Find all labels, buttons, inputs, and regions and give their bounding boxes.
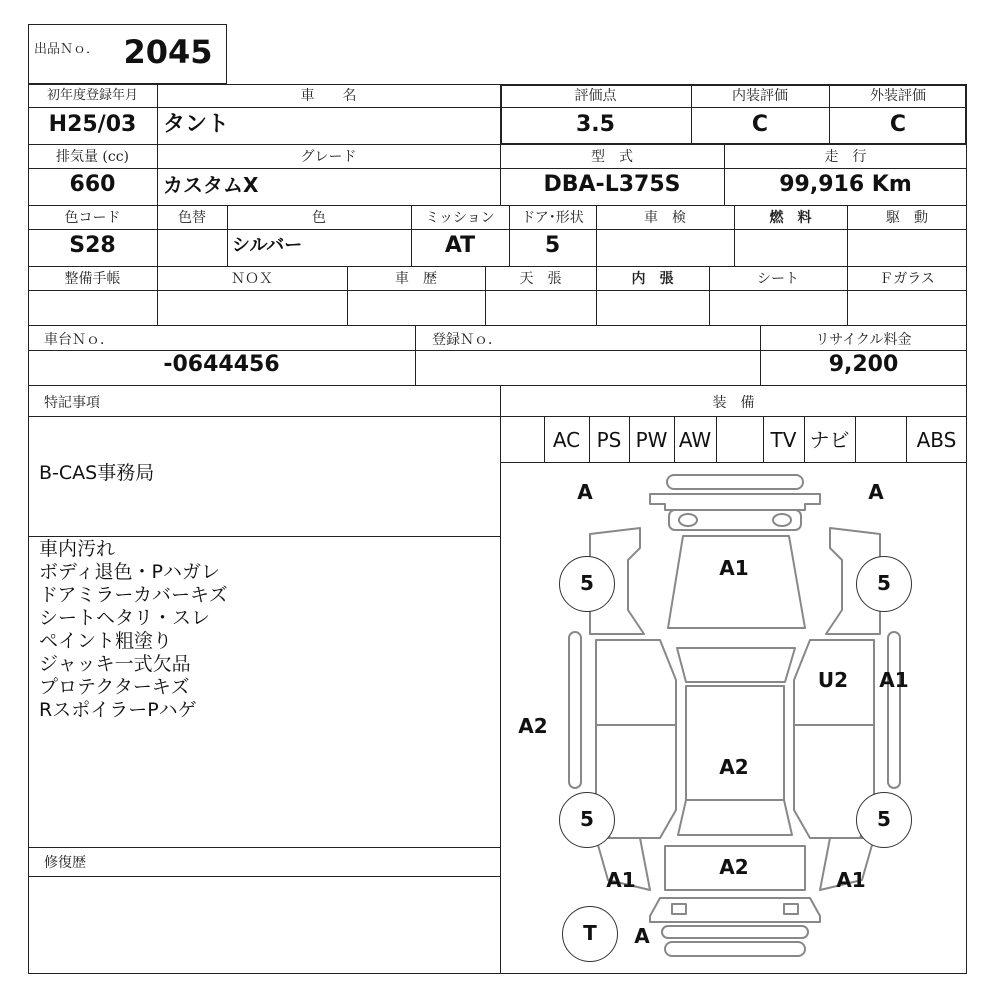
mark-hood: A1 xyxy=(719,556,749,580)
inspection-label: 車 検 xyxy=(644,210,686,226)
remark-line-5: ペイント粗塗り xyxy=(39,630,173,652)
fuel-label: 燃 料 xyxy=(769,210,812,226)
mark-rear-right-quarter: A1 xyxy=(836,868,866,892)
mark-right-rear-side: A1 xyxy=(879,668,909,692)
seat-label: シート xyxy=(757,271,799,287)
remark-line-4: シートヘタリ・スレ xyxy=(39,607,211,629)
remark-line-2: ボディ退色・Pハガレ xyxy=(39,561,220,583)
mission-label: ミッション xyxy=(425,210,495,226)
interior-grade-value: C xyxy=(751,112,769,137)
equipment-ac: AC xyxy=(552,428,581,452)
door-value: 5 xyxy=(544,233,561,258)
reg-date-value: H25/03 xyxy=(48,112,137,137)
recycle-fee-value: 9,200 xyxy=(828,352,899,377)
equipment-tv: TV xyxy=(770,428,797,452)
mark-rear-left-quarter: A1 xyxy=(606,868,636,892)
maintenance-book-label: 整備手帳 xyxy=(64,271,121,287)
car-name-label: 車 名 xyxy=(300,88,357,104)
equipment-label: 装 備 xyxy=(712,395,755,411)
grade-value: カスタムX xyxy=(163,173,259,197)
mark-front-left: A xyxy=(577,480,593,504)
equipment-blank-2 xyxy=(716,418,763,462)
mileage-label: 走 行 xyxy=(824,149,867,165)
remark-line-3: ドアミラーカバーキズ xyxy=(39,584,228,606)
equipment-abs: ABS xyxy=(916,428,957,452)
mark-front-right: A xyxy=(868,480,884,504)
color-label: 色 xyxy=(312,210,326,226)
exterior-grade-value: C xyxy=(889,112,907,137)
remark-line-8: RスポイラーPハゲ xyxy=(39,699,197,721)
nox-label: ＮＯＸ xyxy=(231,271,273,287)
mark-roof: A2 xyxy=(719,755,749,779)
displacement-label: 排気量 (cc) xyxy=(55,149,130,165)
model-label: 型 式 xyxy=(591,149,633,165)
car-name-value: タント xyxy=(163,112,230,137)
model-value: DBA-L375S xyxy=(543,172,681,197)
front-glass-label: Ｆガラス xyxy=(879,271,935,287)
lot-number: 2045 xyxy=(123,33,213,71)
door-label: ドア･形状 xyxy=(521,210,584,226)
equipment-aw: AW xyxy=(678,428,712,452)
recycle-fee-label: リサイクル料金 xyxy=(815,332,912,348)
mark-left-side: A2 xyxy=(518,714,548,738)
displacement-value: 660 xyxy=(69,172,116,197)
score-label: 評価点 xyxy=(574,88,617,104)
equipment-blank-1 xyxy=(500,418,544,462)
drive-label: 駆 動 xyxy=(886,210,928,226)
tire-rear-left: 5 xyxy=(559,792,615,848)
interior-grade-label: 内装評価 xyxy=(732,88,788,104)
remark-line-1: 車内汚れ xyxy=(39,538,116,560)
grade-label: グレード xyxy=(300,149,357,165)
tire-front-left: 5 xyxy=(559,556,615,612)
equipment-pw: PW xyxy=(635,428,668,452)
tire-rear-right: 5 xyxy=(856,792,912,848)
color-code-label: 色コード xyxy=(64,210,121,226)
color-value: シルバー xyxy=(232,235,303,256)
interior-lining-label: 内 張 xyxy=(631,271,674,287)
remark-line-6: ジャッキ一式欠品 xyxy=(39,653,191,675)
repair-history-label: 修復歴 xyxy=(44,855,86,871)
equipment-ps: PS xyxy=(596,428,622,452)
registration-no-label: 登録Ｎｏ． xyxy=(432,332,502,348)
equipment-blank-3 xyxy=(855,418,906,462)
car-diagram xyxy=(500,462,967,974)
equipment-navi: ナビ xyxy=(809,428,850,452)
history-label: 車 歴 xyxy=(395,271,437,287)
remarks-label: 特記事項 xyxy=(44,395,100,411)
remarks-top-note: B-CAS事務局 xyxy=(39,462,155,484)
mileage-value: 99,916 Km xyxy=(779,172,912,197)
mission-value: AT xyxy=(444,233,476,258)
mark-trunk: A2 xyxy=(719,855,749,879)
color-code-value: S28 xyxy=(69,233,116,258)
exterior-grade-label: 外装評価 xyxy=(870,88,926,104)
tire-front-right: 5 xyxy=(856,556,912,612)
lot-label: 出品Ｎｏ． xyxy=(34,42,100,57)
repaint-label: 色替 xyxy=(178,210,206,226)
mark-rear-bumper: A xyxy=(634,924,650,948)
reg-date-label: 初年度登録年月 xyxy=(46,88,138,103)
remark-line-7: プロテクターキズ xyxy=(39,676,190,698)
roof-lining-label: 天 張 xyxy=(519,271,562,287)
mark-right-rear-door: U2 xyxy=(817,668,849,692)
chassis-no-value: -0644456 xyxy=(163,352,280,377)
spare-tire: T xyxy=(562,906,618,962)
score-value: 3.5 xyxy=(576,112,615,137)
chassis-no-label: 車台Ｎｏ． xyxy=(44,332,114,348)
